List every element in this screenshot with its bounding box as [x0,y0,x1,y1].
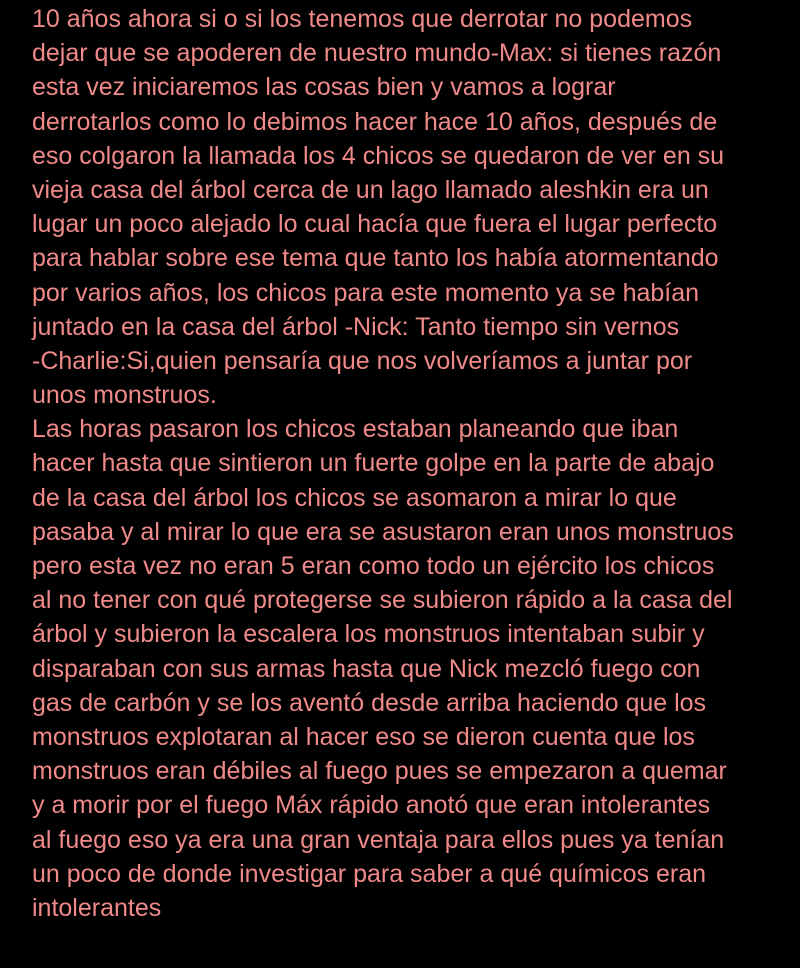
story-line: eso colgaron la llamada los 4 chicos se quedaron de ver en su [32,141,725,170]
story-text [32,2,792,925]
story-line: vieja casa del árbol cerca de un lago llamado aleshkin era un [32,175,709,204]
story-line: disparaban con sus armas hasta que Nick mezcló fuego con [32,654,701,683]
story-line: al no tener con qué protegerse se subieron rápido a la casa del [32,586,733,615]
story-line: juntado en la casa del árbol -Nick: Tanto tiempo sin vernos [32,312,680,341]
story-line: Las horas pasaron los chicos estaban planeando que iban [32,415,679,444]
story-line: árbol y subieron la escalera los monstruos intentaban subir y [32,620,705,649]
story-line: para hablar sobre ese tema que tanto los había atormentando [32,244,719,273]
story-line: unos monstruos. [32,381,217,410]
story-line: pero esta vez no eran 5 eran como todo un ejército los chicos [32,552,715,580]
story-line: derrotarlos como lo debimos hacer hace 10 años, después de [32,107,718,136]
story-line: al fuego eso ya era una gran ventaja para ellos pues ya tenían [32,825,725,854]
story-line: lugar un poco alejado lo cual hacía que fuera el lugar perfecto [32,210,718,239]
story-line: monstruos explotaran al hacer eso se dieron cuenta que los [32,722,695,751]
story-line: intolerantes [32,893,162,922]
story-line: hacer hasta que sintieron un fuerte golpe en la parte de abajo [32,449,715,478]
story-line: gas de carbón y se los aventó desde arriba haciendo que los [32,688,707,717]
story-line: 10 años ahora si o si los tenemos que derrotar no podemos [32,5,693,33]
story-line: dejar que se apoderen de nuestro mundo-Max: si tienes razón [32,39,722,68]
story-line: por varios años, los chicos para este momento ya se habían [32,278,700,307]
story-line: -Charlie:Si,quien pensaría que nos volveríamos a juntar por [32,346,693,375]
story-line: y a morir por el fuego Máx rápido anotó que eran intolerantes [32,791,711,820]
story-line: pasaba y al mirar lo que era se asustaron eran unos monstruos [32,517,734,546]
story-line: de la casa del árbol los chicos se asomaron a mirar lo que [32,483,677,512]
story-line: monstruos eran débiles al fuego pues se empezaron a quemar [32,757,727,786]
story-line: un poco de donde investigar para saber a qué químicos eran [32,859,707,888]
story-line: esta vez iniciaremos las cosas bien y vamos a lograr [32,73,616,102]
